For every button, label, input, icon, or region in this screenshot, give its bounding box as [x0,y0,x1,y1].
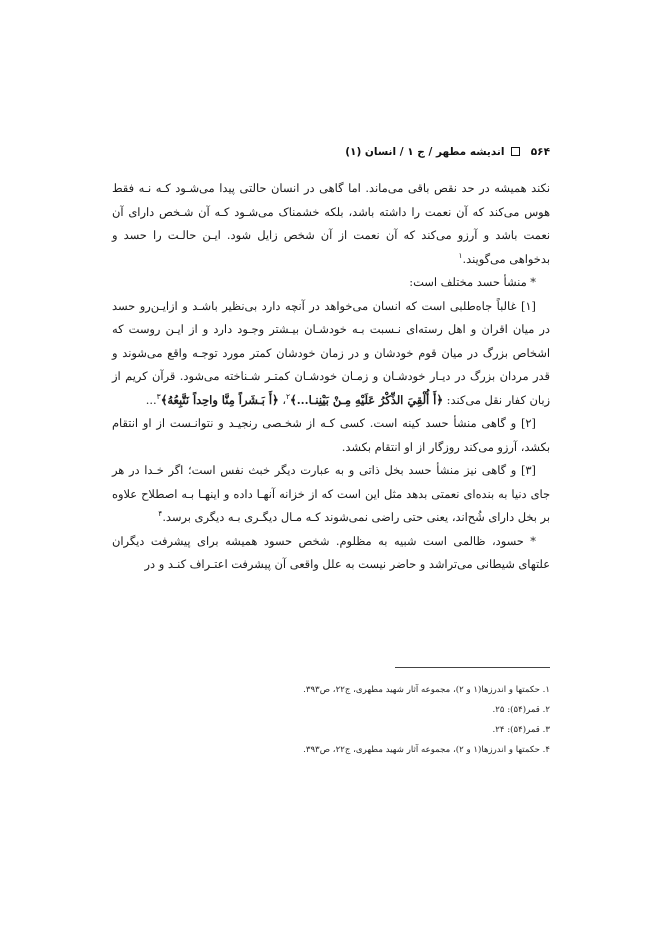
footnote: ۱. حکمتها و اندرزها(۱ و ۲)، مجموعه آثار شهید مطهری، ج۲۲، ص۳۹۳. [303,685,550,695]
paragraph: نکند همیشه در حد نقص باقی می‌ماند. اما گاهی در انسان حالتی پیدا می‌شـود کـه نـه فقط هوس می‌کند که آن نعمت را داشته باشد، بلکه خشمناک می‌شـود کـه آن شـخص دارای آن نعمت باشد و آرزو می‌کند که آن نعمت از آن شخص زایل شود. ایـن حالـت را حسد و بدخواهی می‌گویند.$^۱$ [112,181,550,266]
footnote-ref: ۲ [286,391,291,401]
quran-verse: ﴿أَ بَـشَراً مِنَّا واحِداً نَتَّبِعُهُ﴾ [160,392,279,407]
paragraph: * حسود، ظالمی است شبیه به مظلوم. شخص حسود همیشه برای پیشرفت دیگران علتهای شیطانی می‌تراشد و حاضر نیست به علل واقعی آن پیشرفت اعتـراف کنـد و در [112,533,550,571]
paragraph: * منشأ حسد مختلف است: [409,275,536,289]
paragraph: [۲] و گاهی منشأ حسد کینه است. کسی کـه از شخـصی رنجیـد و نتوانـست از او انتقام بکشد، آرزو می‌کند روزگار از او انتقام بکشد. [112,416,550,454]
footnote: ۲. قمر(۵۴): ۲۵. [492,705,550,715]
running-head-title: اندیشه مطهر / ج ۱ / انسان (۱) [345,146,505,158]
running-head [111,146,550,158]
footnotes [112,680,550,760]
footnote-ref: ۴ [158,509,163,519]
paragraph: [۱] غالباً جاه‌طلبی است که انسان می‌خواهد در آنچه دارد بی‌نظیر باشـد و ازایـن‌رو حسد در میان اقران و اهل رسته‌ای نـسبت بـه خودشـان بیـشتر وجـود دارد و از ایـن روست که اشخاص بزرگ در میان قوم خودشان و در زمان خودشان کمتر مورد توجـه واقع می‌شوند و قدر مردان بزرگ در دیـار خودشـان و زمـان خودشـان کمتـر شـناخته می‌شود. قرآن کریم از زبان کفار نقل می‌کند: ﴿أَ أُلْقِيَ الذِّكْرُ عَلَيْهِ مِـنْ بَيْنِنـا...﴾$^۲$، ﴿أَ بَـشَراً مِنَّا واحِداً نَتَّبِعُهُ﴾$^۳$... [112,298,550,407]
paragraph: [۳] و گاهی نیز منشأ حسد بخل ذاتی و به عبارت دیگر خبث نفس است؛ اگر خـدا در هر جای دنیا به بنده‌ای نعمتی بدهد مثل این است که از خزانه آنهـا داده و اینهـا بـه اصطلاح علاوه بر بخل دارای شُح‌اند، یعنی حتی راضی نمی‌شوند کـه مـال دیگـری بـه دیگری برسد.$^۴$ [112,463,550,524]
footnote: ۴. حکمتها و اندرزها(۱ و ۲)، مجموعه آثار شهید مطهری، ج۲۲، ص۳۹۳. [303,745,550,755]
footnote-ref: ۱ [458,250,463,260]
footnote: ۳. قمر(۵۴): ۲۴. [492,725,550,735]
footnote-ref: ۳ [156,391,161,401]
footnote-divider [395,667,550,668]
square-bullet-icon [511,147,520,156]
page-number: ۵۶۴ [530,146,550,158]
quran-verse: ﴿أَ أُلْقِيَ الذِّكْرُ عَلَيْهِ مِـنْ بَيْنِنـا...﴾ [290,392,444,407]
body-text [112,177,550,577]
